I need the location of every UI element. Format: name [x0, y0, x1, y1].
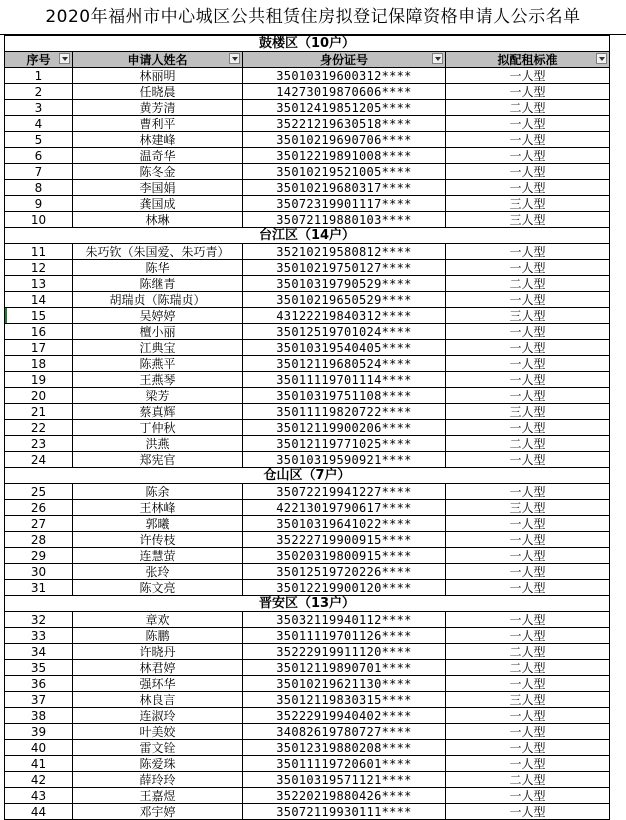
cell-name[interactable]: 陈余 — [73, 484, 243, 500]
cell-name[interactable]: 邓宇婷 — [73, 804, 243, 820]
table-row — [5, 388, 610, 404]
cell-name[interactable]: 王燕琴 — [73, 372, 243, 388]
cell-number[interactable]: 14 — [5, 292, 73, 308]
table-row — [5, 276, 610, 292]
table-row — [5, 68, 610, 84]
cell-standard[interactable]: 一人型 — [446, 164, 610, 180]
cell-id-number[interactable]: 35012319880208**** — [243, 740, 446, 756]
table-row — [5, 676, 610, 692]
cell-id-number[interactable]: 35010319641022**** — [243, 516, 446, 532]
cell-standard[interactable]: 一人型 — [446, 292, 610, 308]
column-header-standard — [446, 52, 610, 68]
table-row — [5, 148, 610, 164]
table-row — [5, 500, 610, 516]
cell-number[interactable]: 15 — [5, 308, 73, 324]
table-row — [5, 132, 610, 148]
cell-number[interactable]: 35 — [5, 660, 73, 676]
cell-standard[interactable]: 一人型 — [446, 324, 610, 340]
table-row — [5, 436, 610, 452]
cell-standard[interactable]: 一人型 — [446, 580, 610, 596]
cell-name[interactable]: 林琳 — [73, 212, 243, 228]
cell-id-number[interactable]: 35011119720601**** — [243, 756, 446, 772]
cell-id-number[interactable]: 35012119680524**** — [243, 356, 446, 372]
cell-id-number[interactable]: 35222719900915**** — [243, 532, 446, 548]
cell-number[interactable]: 28 — [5, 532, 73, 548]
cell-standard[interactable]: 一人型 — [446, 804, 610, 820]
cell-standard[interactable]: 二人型 — [446, 644, 610, 660]
cell-number[interactable]: 37 — [5, 692, 73, 708]
cell-id-number[interactable]: 35011119701126**** — [243, 628, 446, 644]
cell-standard[interactable]: 三人型 — [446, 212, 610, 228]
district-section-title: 仓山区（7户） — [5, 468, 610, 484]
cell-id-number[interactable]: 35012119890701**** — [243, 660, 446, 676]
cell-number[interactable]: 1 — [5, 68, 73, 84]
cell-id-number[interactable]: 35010319790529**** — [243, 276, 446, 292]
cell-name[interactable]: 王嘉煜 — [73, 788, 243, 804]
cell-id-number[interactable]: 35012419851205**** — [243, 100, 446, 116]
cell-name[interactable]: 郑宪官 — [73, 452, 243, 468]
cell-number[interactable]: 4 — [5, 116, 73, 132]
table-row — [5, 692, 610, 708]
table-row — [5, 260, 610, 276]
cell-name[interactable]: 陈爱珠 — [73, 756, 243, 772]
cell-standard[interactable]: 三人型 — [446, 500, 610, 516]
cell-name[interactable]: 连慧萤 — [73, 548, 243, 564]
cell-name[interactable]: 丁仲秋 — [73, 420, 243, 436]
cell-id-number[interactable]: 35010219621130**** — [243, 676, 446, 692]
cell-number[interactable]: 10 — [5, 212, 73, 228]
cell-standard[interactable]: 一人型 — [446, 68, 610, 84]
cell-name[interactable]: 陈继青 — [73, 276, 243, 292]
cell-number[interactable]: 5 — [5, 132, 73, 148]
table-row — [5, 644, 610, 660]
table-row — [5, 580, 610, 596]
table-row — [5, 100, 610, 116]
cell-id-number[interactable]: 35010219680317**** — [243, 180, 446, 196]
table-row — [5, 516, 610, 532]
table-row — [5, 724, 610, 740]
cell-id-number[interactable]: 35011119820722**** — [243, 404, 446, 420]
table-row — [5, 484, 610, 500]
table-row — [5, 164, 610, 180]
cell-number[interactable]: 7 — [5, 164, 73, 180]
cell-name[interactable]: 黄芳清 — [73, 100, 243, 116]
cell-standard[interactable]: 一人型 — [446, 548, 610, 564]
cell-standard[interactable]: 一人型 — [446, 372, 610, 388]
cell-standard[interactable]: 一人型 — [446, 628, 610, 644]
cell-id-number[interactable]: 35012219891008**** — [243, 148, 446, 164]
cell-number[interactable]: 44 — [5, 804, 73, 820]
cell-name[interactable]: 胡瑞贞（陈瑞贞） — [73, 292, 243, 308]
cell-standard[interactable]: 二人型 — [446, 772, 610, 788]
table-row — [5, 372, 610, 388]
cell-standard[interactable]: 二人型 — [446, 276, 610, 292]
cell-name[interactable]: 强环华 — [73, 676, 243, 692]
cell-id-number[interactable]: 35010319571121**** — [243, 772, 446, 788]
cell-standard[interactable]: 一人型 — [446, 420, 610, 436]
cell-name[interactable]: 檀小丽 — [73, 324, 243, 340]
cell-id-number[interactable]: 35010319751108**** — [243, 388, 446, 404]
cell-id-number[interactable]: 35010319540405**** — [243, 340, 446, 356]
cell-name[interactable]: 郭曦 — [73, 516, 243, 532]
cell-standard[interactable]: 一人型 — [446, 452, 610, 468]
cell-standard[interactable]: 二人型 — [446, 660, 610, 676]
cell-id-number[interactable]: 35072219941227**** — [243, 484, 446, 500]
cell-number[interactable]: 11 — [5, 244, 73, 260]
cell-standard[interactable]: 二人型 — [446, 436, 610, 452]
filter-dropdown-icon[interactable] — [229, 53, 240, 64]
filter-dropdown-icon[interactable] — [432, 53, 443, 64]
cell-number[interactable]: 2 — [5, 84, 73, 100]
table-row — [5, 772, 610, 788]
cell-number[interactable]: 22 — [5, 420, 73, 436]
cell-number[interactable]: 13 — [5, 276, 73, 292]
cell-id-number[interactable]: 35032119940112**** — [243, 612, 446, 628]
cell-id-number[interactable]: 35010319590921**** — [243, 452, 446, 468]
table-row — [5, 532, 610, 548]
column-header-id-label: 身份证号 — [319, 52, 368, 67]
cell-id-number[interactable]: 34082619780727**** — [243, 724, 446, 740]
cell-number[interactable]: 25 — [5, 484, 73, 500]
cell-name[interactable]: 章欢 — [73, 612, 243, 628]
cell-id-number[interactable]: 35010219521005**** — [243, 164, 446, 180]
cell-number[interactable]: 29 — [5, 548, 73, 564]
table-row — [5, 180, 610, 196]
cell-name[interactable]: 吴婷婷 — [73, 308, 243, 324]
cell-number[interactable]: 6 — [5, 148, 73, 164]
cell-id-number[interactable]: 35072119930111**** — [243, 804, 446, 820]
cell-name[interactable]: 林建峰 — [73, 132, 243, 148]
cell-id-number[interactable]: 35220219880426**** — [243, 788, 446, 804]
cell-standard[interactable]: 三人型 — [446, 196, 610, 212]
column-header-name — [73, 52, 243, 68]
cell-id-number[interactable]: 35012519701024**** — [243, 324, 446, 340]
cell-number[interactable]: 30 — [5, 564, 73, 580]
cell-standard[interactable]: 一人型 — [446, 356, 610, 372]
cell-id-number[interactable]: 35012219900120**** — [243, 580, 446, 596]
cell-standard[interactable]: 一人型 — [446, 132, 610, 148]
table-row — [5, 308, 610, 324]
cell-number[interactable]: 40 — [5, 740, 73, 756]
table-row — [5, 212, 610, 228]
table-row — [5, 196, 610, 212]
cell-id-number[interactable]: 35010219650529**** — [243, 292, 446, 308]
cell-id-number[interactable]: 43122219840312**** — [243, 308, 446, 324]
table-row — [5, 404, 610, 420]
filter-dropdown-icon[interactable] — [59, 53, 70, 64]
cell-number[interactable]: 31 — [5, 580, 73, 596]
cell-standard[interactable]: 一人型 — [446, 260, 610, 276]
district-section-row — [5, 228, 610, 244]
cell-standard[interactable]: 一人型 — [446, 116, 610, 132]
cell-standard[interactable]: 三人型 — [446, 308, 610, 324]
cell-id-number[interactable]: 42213019790617**** — [243, 500, 446, 516]
table-row — [5, 244, 610, 260]
cell-standard[interactable]: 一人型 — [446, 532, 610, 548]
cell-number[interactable]: 32 — [5, 612, 73, 628]
table-row — [5, 708, 610, 724]
cell-name[interactable]: 林良言 — [73, 692, 243, 708]
cell-id-number[interactable]: 35010219750127**** — [243, 260, 446, 276]
cell-standard[interactable]: 一人型 — [446, 788, 610, 804]
cell-standard[interactable]: 一人型 — [446, 724, 610, 740]
cell-standard[interactable]: 一人型 — [446, 244, 610, 260]
cell-number[interactable]: 16 — [5, 324, 73, 340]
cell-name[interactable]: 雷文铨 — [73, 740, 243, 756]
cell-number[interactable]: 27 — [5, 516, 73, 532]
cell-number[interactable]: 21 — [5, 404, 73, 420]
cell-number[interactable]: 12 — [5, 260, 73, 276]
cell-id-number[interactable]: 35010319600312**** — [243, 68, 446, 84]
cell-id-number[interactable]: 14273019870606**** — [243, 84, 446, 100]
table-row — [5, 628, 610, 644]
table-row — [5, 116, 610, 132]
cell-name[interactable]: 林君婷 — [73, 660, 243, 676]
cell-number[interactable]: 17 — [5, 340, 73, 356]
cell-name[interactable]: 许传枝 — [73, 532, 243, 548]
cell-standard[interactable]: 一人型 — [446, 388, 610, 404]
cell-name[interactable]: 洪燕 — [73, 436, 243, 452]
cell-standard[interactable]: 一人型 — [446, 84, 610, 100]
cell-standard[interactable]: 一人型 — [446, 516, 610, 532]
cell-id-number[interactable]: 35020319800915**** — [243, 548, 446, 564]
table-row — [5, 804, 610, 820]
district-section-title: 鼓楼区（10户） — [5, 36, 610, 52]
column-header-number — [5, 52, 73, 68]
cell-name[interactable]: 叶美姣 — [73, 724, 243, 740]
cell-name[interactable]: 连淑玲 — [73, 708, 243, 724]
table-row — [5, 324, 610, 340]
table-row — [5, 756, 610, 772]
cell-name[interactable]: 梁芳 — [73, 388, 243, 404]
cell-number[interactable]: 42 — [5, 772, 73, 788]
cell-name[interactable]: 林丽明 — [73, 68, 243, 84]
cell-standard[interactable]: 一人型 — [446, 756, 610, 772]
district-section-title: 台江区（14户） — [5, 228, 610, 244]
cell-name[interactable]: 曹利平 — [73, 116, 243, 132]
district-section-row — [5, 468, 610, 484]
cell-standard[interactable]: 一人型 — [446, 564, 610, 580]
cell-name[interactable]: 朱巧钦（朱国爱、朱巧青） — [73, 244, 243, 260]
cell-id-number[interactable]: 35222919911120**** — [243, 644, 446, 660]
cell-standard[interactable]: 一人型 — [446, 612, 610, 628]
cell-name[interactable]: 龚国成 — [73, 196, 243, 212]
cell-standard[interactable]: 二人型 — [446, 100, 610, 116]
column-header-id — [243, 52, 446, 68]
table-row — [5, 740, 610, 756]
column-header-standard-label: 拟配租标准 — [497, 52, 558, 67]
cell-number[interactable]: 43 — [5, 788, 73, 804]
cell-number[interactable]: 20 — [5, 388, 73, 404]
cell-name[interactable]: 陈文亮 — [73, 580, 243, 596]
cell-number[interactable]: 38 — [5, 708, 73, 724]
cell-number[interactable]: 18 — [5, 356, 73, 372]
cell-number[interactable]: 33 — [5, 628, 73, 644]
table-row — [5, 660, 610, 676]
cell-id-number[interactable]: 35221219630518**** — [243, 116, 446, 132]
cell-number[interactable]: 41 — [5, 756, 73, 772]
table-row — [5, 420, 610, 436]
cell-id-number[interactable]: 35072119880103**** — [243, 212, 446, 228]
cell-number[interactable]: 8 — [5, 180, 73, 196]
table-row — [5, 564, 610, 580]
cell-name[interactable]: 蔡真辉 — [73, 404, 243, 420]
cell-name[interactable]: 王林峰 — [73, 500, 243, 516]
cell-number[interactable]: 39 — [5, 724, 73, 740]
cell-number[interactable]: 23 — [5, 436, 73, 452]
table-header-row — [5, 52, 610, 68]
district-section-row — [5, 36, 610, 52]
cell-id-number[interactable]: 35012519720226**** — [243, 564, 446, 580]
table-row — [5, 356, 610, 372]
cell-standard[interactable]: 一人型 — [446, 676, 610, 692]
cell-standard[interactable]: 一人型 — [446, 484, 610, 500]
cell-name[interactable]: 薛玲玲 — [73, 772, 243, 788]
cell-id-number[interactable]: 35222919940402**** — [243, 708, 446, 724]
cell-number[interactable]: 26 — [5, 500, 73, 516]
cell-standard[interactable]: 一人型 — [446, 740, 610, 756]
table-row — [5, 84, 610, 100]
cell-number[interactable]: 3 — [5, 100, 73, 116]
table-row — [5, 452, 610, 468]
page-title: 2020年福州市中心城区公共租赁住房拟登记保障资格申请人公示名单 — [0, 0, 626, 35]
table-row — [5, 788, 610, 804]
cell-name[interactable]: 陈燕平 — [73, 356, 243, 372]
cell-id-number[interactable]: 35012119830315**** — [243, 692, 446, 708]
cell-name[interactable]: 许晓丹 — [73, 644, 243, 660]
cell-id-number[interactable]: 35012119900206**** — [243, 420, 446, 436]
district-section-title: 晋安区（13户） — [5, 596, 610, 612]
cell-number[interactable]: 36 — [5, 676, 73, 692]
cell-name[interactable]: 陈冬金 — [73, 164, 243, 180]
district-section-row — [5, 596, 610, 612]
cell-standard[interactable]: 三人型 — [446, 692, 610, 708]
cell-number[interactable]: 9 — [5, 196, 73, 212]
cell-number[interactable]: 34 — [5, 644, 73, 660]
column-header-name-label: 申请人姓名 — [127, 52, 188, 67]
cell-id-number[interactable]: 35210219580812**** — [243, 244, 446, 260]
table-row — [5, 292, 610, 308]
cell-name[interactable]: 江典宝 — [73, 340, 243, 356]
column-header-number-label: 序号 — [26, 52, 51, 67]
cell-name[interactable]: 温奇华 — [73, 148, 243, 164]
cell-standard[interactable]: 三人型 — [446, 404, 610, 420]
cell-standard[interactable]: 一人型 — [446, 180, 610, 196]
cell-number[interactable]: 19 — [5, 372, 73, 388]
table-row — [5, 340, 610, 356]
cell-name[interactable]: 李国娟 — [73, 180, 243, 196]
cell-standard[interactable]: 一人型 — [446, 148, 610, 164]
cell-name[interactable]: 任晓晨 — [73, 84, 243, 100]
cell-id-number[interactable]: 35010219690706**** — [243, 132, 446, 148]
filter-dropdown-icon[interactable] — [596, 53, 607, 64]
cell-name[interactable]: 陈华 — [73, 260, 243, 276]
table-row — [5, 612, 610, 628]
cell-id-number[interactable]: 35072319901117**** — [243, 196, 446, 212]
cell-id-number[interactable]: 35011119701114**** — [243, 372, 446, 388]
table-row — [5, 548, 610, 564]
cell-name[interactable]: 陈鹏 — [73, 628, 243, 644]
cell-number[interactable]: 24 — [5, 452, 73, 468]
cell-standard[interactable]: 一人型 — [446, 708, 610, 724]
cell-id-number[interactable]: 35012119771025**** — [243, 436, 446, 452]
applicant-table — [4, 35, 610, 820]
cell-standard[interactable]: 一人型 — [446, 340, 610, 356]
applicant-table-body — [5, 36, 610, 820]
cell-name[interactable]: 张玲 — [73, 564, 243, 580]
